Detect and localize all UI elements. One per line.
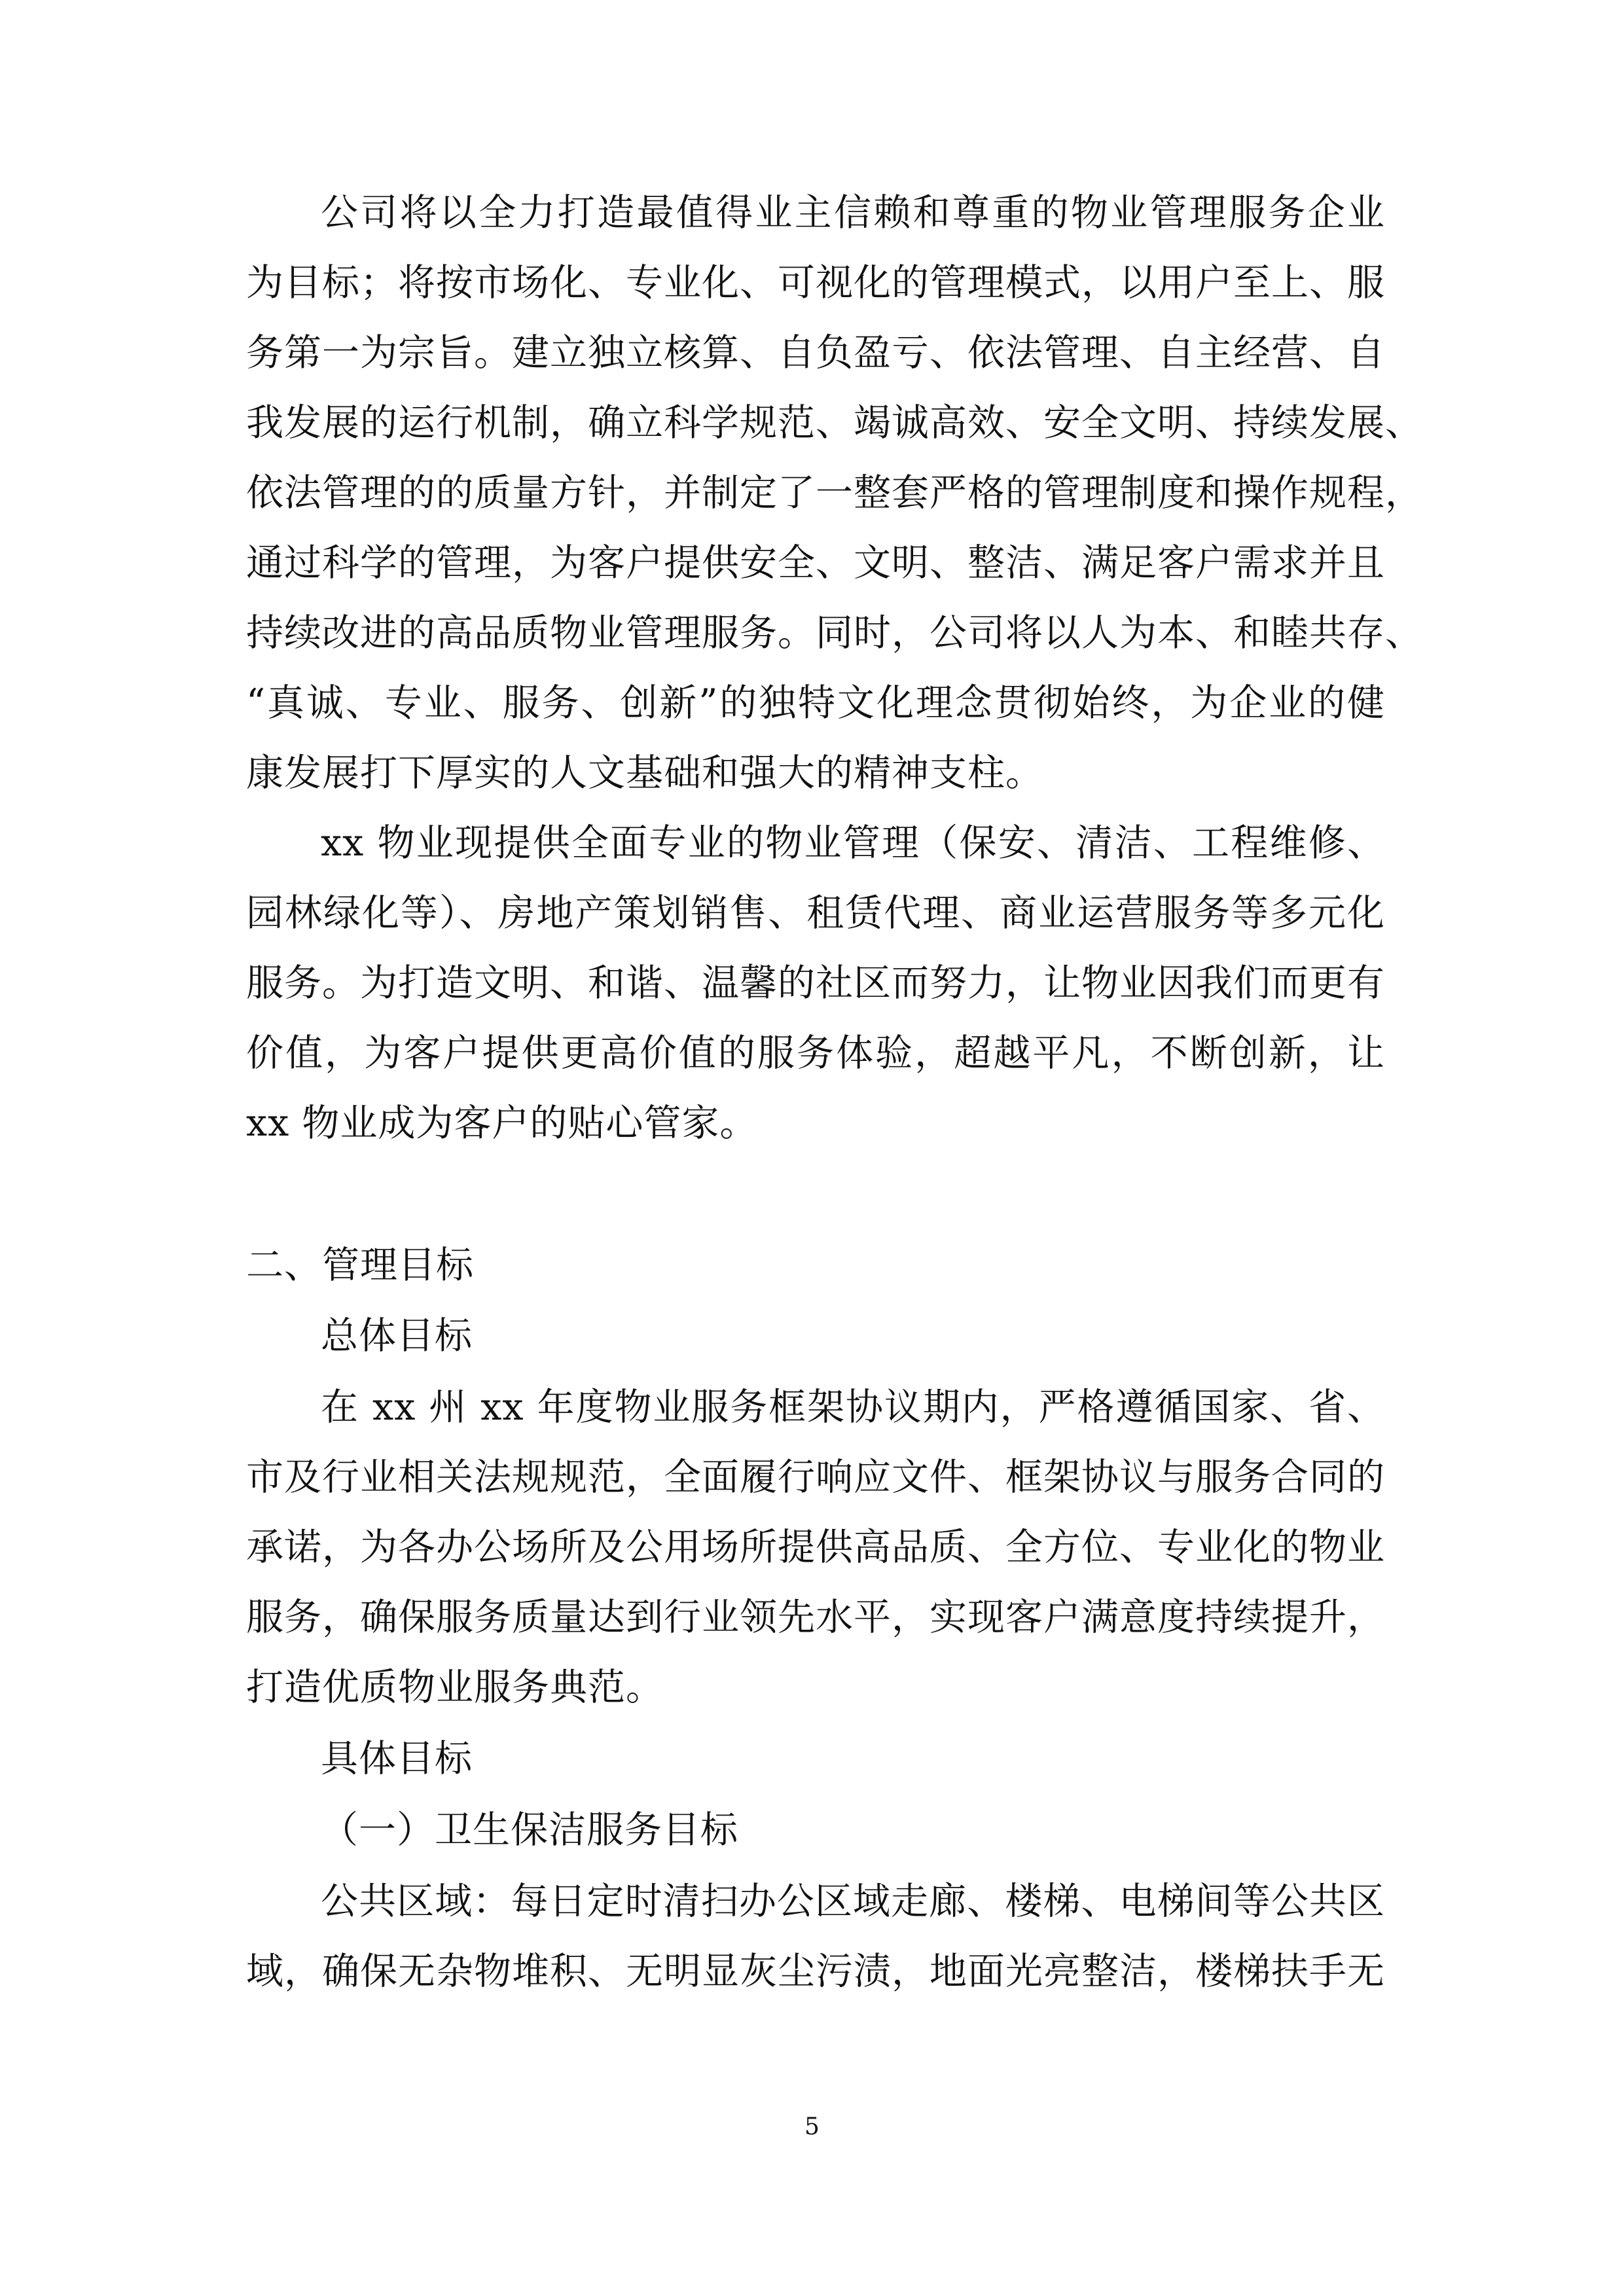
section-heading: 二、管理目标 (246, 1244, 474, 1287)
text-line: 公共区域：每日定时清扫办公区域走廊、楼梯、电梯间等公共区 (321, 1880, 1385, 1923)
subsection-heading: 具体目标 (321, 1737, 473, 1780)
text-line: xx 物业成为客户的贴心管家。 (246, 1102, 758, 1145)
text-line: 域，确保无杂物堆积、无明显灰尘污渍，地面光亮整洁，楼梯扶手无 (246, 1950, 1385, 1993)
text-line: 承诺，为各办公场所及公用场所提供高品质、全方位、专业化的物业 (246, 1526, 1385, 1569)
text-line: 市及行业相关法规规范，全面履行响应文件、框架协议与服务合同的 (246, 1456, 1385, 1499)
page-number: 5 (804, 2113, 820, 2140)
text-line: 康发展打下厚实的人文基础和强大的精神支柱。 (246, 751, 1043, 795)
sub-subsection-heading: （一）卫生保洁服务目标 (321, 1808, 738, 1852)
text-line: 服务，确保服务质量达到行业领先水平，实现客户满意度持续提升， (246, 1596, 1385, 1639)
text-line: 打造优质物业服务典范。 (246, 1666, 664, 1709)
text-line: 务第一为宗旨。建立独立核算、自负盈亏、依法管理、自主经营、自 (246, 331, 1385, 374)
text-line: 我发展的运行机制，确立科学规范、竭诚高效、安全文明、持续发展、 (246, 401, 1423, 444)
text-line: 为目标；将按市场化、专业化、可视化的管理模式，以用户至上、服 (246, 261, 1385, 304)
text-line: 在 xx 州 xx 年度物业服务框架协议期内，严格遵循国家、省、 (321, 1386, 1385, 1429)
text-line: 通过科学的管理，为客户提供安全、文明、整洁、满足客户需求并且 (246, 541, 1385, 584)
subsection-heading: 总体目标 (321, 1314, 473, 1357)
text-line: 服务。为打造文明、和谐、温馨的社区而努力，让物业因我们而更有 (246, 961, 1385, 1005)
text-line: “真诚、专业、服务、创新”的独特文化理念贯彻始终，为企业的健 (246, 681, 1385, 725)
text-line: 价值，为客户提供更高价值的服务体验，超越平凡，不断创新，让 (246, 1031, 1385, 1075)
text-line: 持续改进的高品质物业管理服务。同时，公司将以人为本、和睦共存、 (246, 611, 1423, 655)
text-line: 园林绿化等）、房地产策划销售、租赁代理、商业运营服务等多元化 (246, 891, 1385, 935)
text-line: xx 物业现提供全面专业的物业管理（保安、清洁、工程维修、 (321, 821, 1385, 865)
text-line: 依法管理的的质量方针，并制定了一整套严格的管理制度和操作规程， (246, 471, 1423, 514)
text-line: 公司将以全力打造最值得业主信赖和尊重的物业管理服务企业 (321, 191, 1385, 234)
